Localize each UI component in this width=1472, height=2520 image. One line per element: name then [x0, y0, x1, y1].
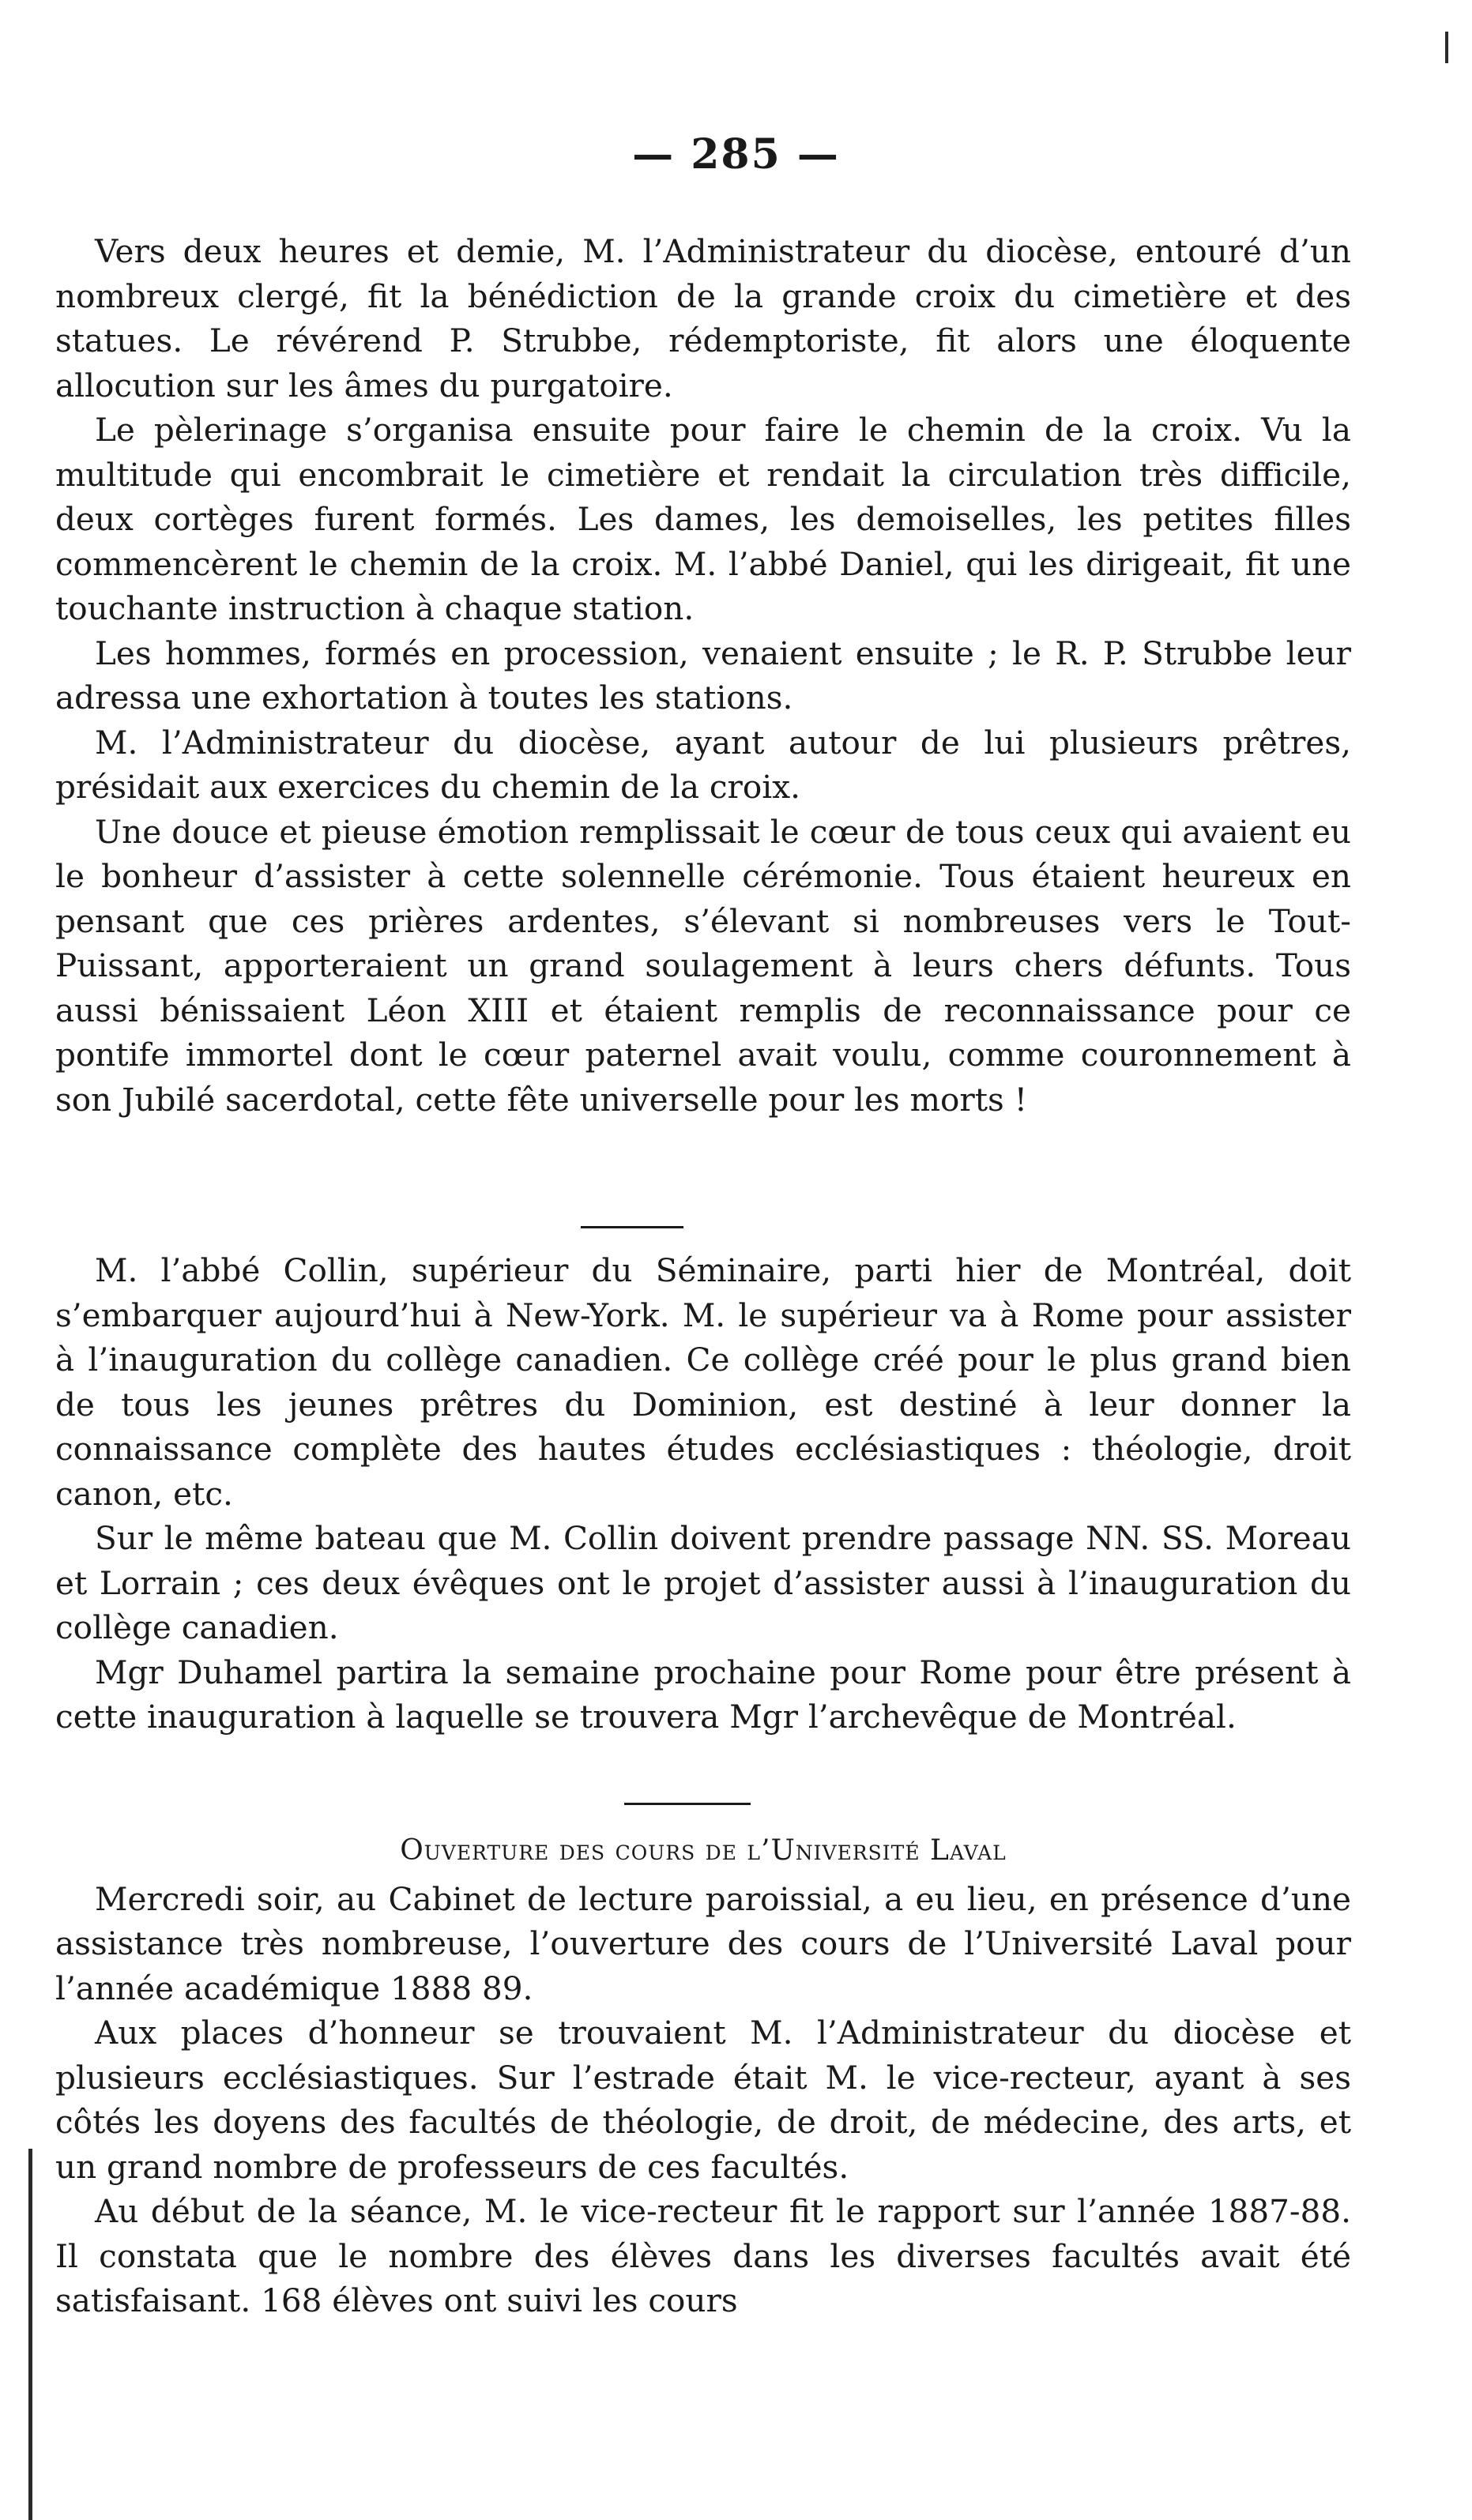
paragraph: Sur le même bateau que M. Collin doivent prendre passage NN. SS. Moreau et Lorrain ; ces deux évêques ont le projet d’assister aussi à l’inauguration du collège canadien. — [55, 1519, 1351, 1646]
paragraph: Mercredi soir, au Cabinet de lecture paroissial, a eu lieu, en présence d’une assistance très nombreuse, l’ouverture des cours de l’Université Laval pour l’année académique 1888 89. — [55, 1879, 1351, 2007]
article-pilgrimage — [55, 229, 1351, 1122]
section-divider — [624, 1803, 751, 1805]
page-number: — 285 — — [632, 130, 840, 179]
paragraph: M. l’abbé Collin, supérieur du Séminaire, parti hier de Montréal, doit s’embarquer aujourd’hui à New-York. M. le supérieur va à Rome pour assister à l’inauguration du collège canadien. Ce collège créé pour le plus grand bien de tous les jeunes prêtres du Dominion, est destiné à leur donner la connaissance complète des hautes études ecclésiastiques : théologie, droit canon, etc. — [55, 1251, 1351, 1513]
paragraph: M. l’Administrateur du diocèse, ayant autour de lui plusieurs prêtres, présidait aux exercices du chemin de la croix. — [55, 723, 1351, 806]
article-college-canadien — [55, 1248, 1351, 1740]
paragraph: Les hommes, formés en procession, venaient ensuite ; le R. P. Strubbe leur adressa une exhortation à toutes les stations. — [55, 634, 1351, 717]
binding-edge — [28, 2149, 32, 2520]
paragraph: Vers deux heures et demie, M. l’Administrateur du diocèse, entouré d’un nombreux clergé, fit la bénédiction de la grande croix du cimetière et des statues. Le révérend P. Strubbe, rédemptoriste, fit alors une éloquente allocution sur les âmes du purgatoire. — [55, 232, 1351, 404]
section-divider — [581, 1226, 683, 1228]
section-heading: Ouverture des cours de l’Université Laval — [400, 1834, 1007, 1867]
paragraph: Au début de la séance, M. le vice-recteur fit le rapport sur l’année 1887-88. Il constata que le nombre des élèves dans les diverses facultés avait été satisfaisant. 168 élèves ont suivi les cours — [55, 2192, 1351, 2319]
paragraph: Aux places d’honneur se trouvaient M. l’Administrateur du diocèse et plusieurs ecclésiastiques. Sur l’estrade était M. le vice-recteur, ayant à ses côtés les doyens des facultés de théologie, de droit, de médecine, des arts, et un grand nombre de professeurs de ces facultés. — [55, 2014, 1351, 2186]
paragraph: Une douce et pieuse émotion remplissait le cœur de tous ceux qui avaient eu le bonheur d’assister à cette solennelle cérémonie. Tous étaient heureux en pensant que ces prières ardentes, s’élevant si nombreuses vers le Tout-Puissant, apporteraient un grand soulagement à leurs chers défunts. Tous aussi bénissaient Léon XIII et étaient remplis de reconnaissance pour ce pontife immortel dont le cœur paternel avait voulu, comme couronnement à son Jubilé sacerdotal, cette fête universelle pour les morts ! — [55, 812, 1351, 1119]
paragraph: Mgr Duhamel partira la semaine prochaine pour Rome pour être présent à cette inauguration à laquelle se trouvera Mgr l’archevêque de Montréal. — [55, 1653, 1351, 1736]
article-universite-laval — [55, 1829, 1351, 2323]
page-edge-mark — [1445, 32, 1448, 63]
paragraph: Le pèlerinage s’organisa ensuite pour faire le chemin de la croix. Vu la multitude qui encombrait le cimetière et rendait la circulation très difficile, deux cortèges furent formés. Les dames, les demoiselles, les petites filles commencèrent le chemin de la croix. M. l’abbé Daniel, qui les dirigeait, fit une touchante instruction à chaque station. — [55, 411, 1351, 627]
